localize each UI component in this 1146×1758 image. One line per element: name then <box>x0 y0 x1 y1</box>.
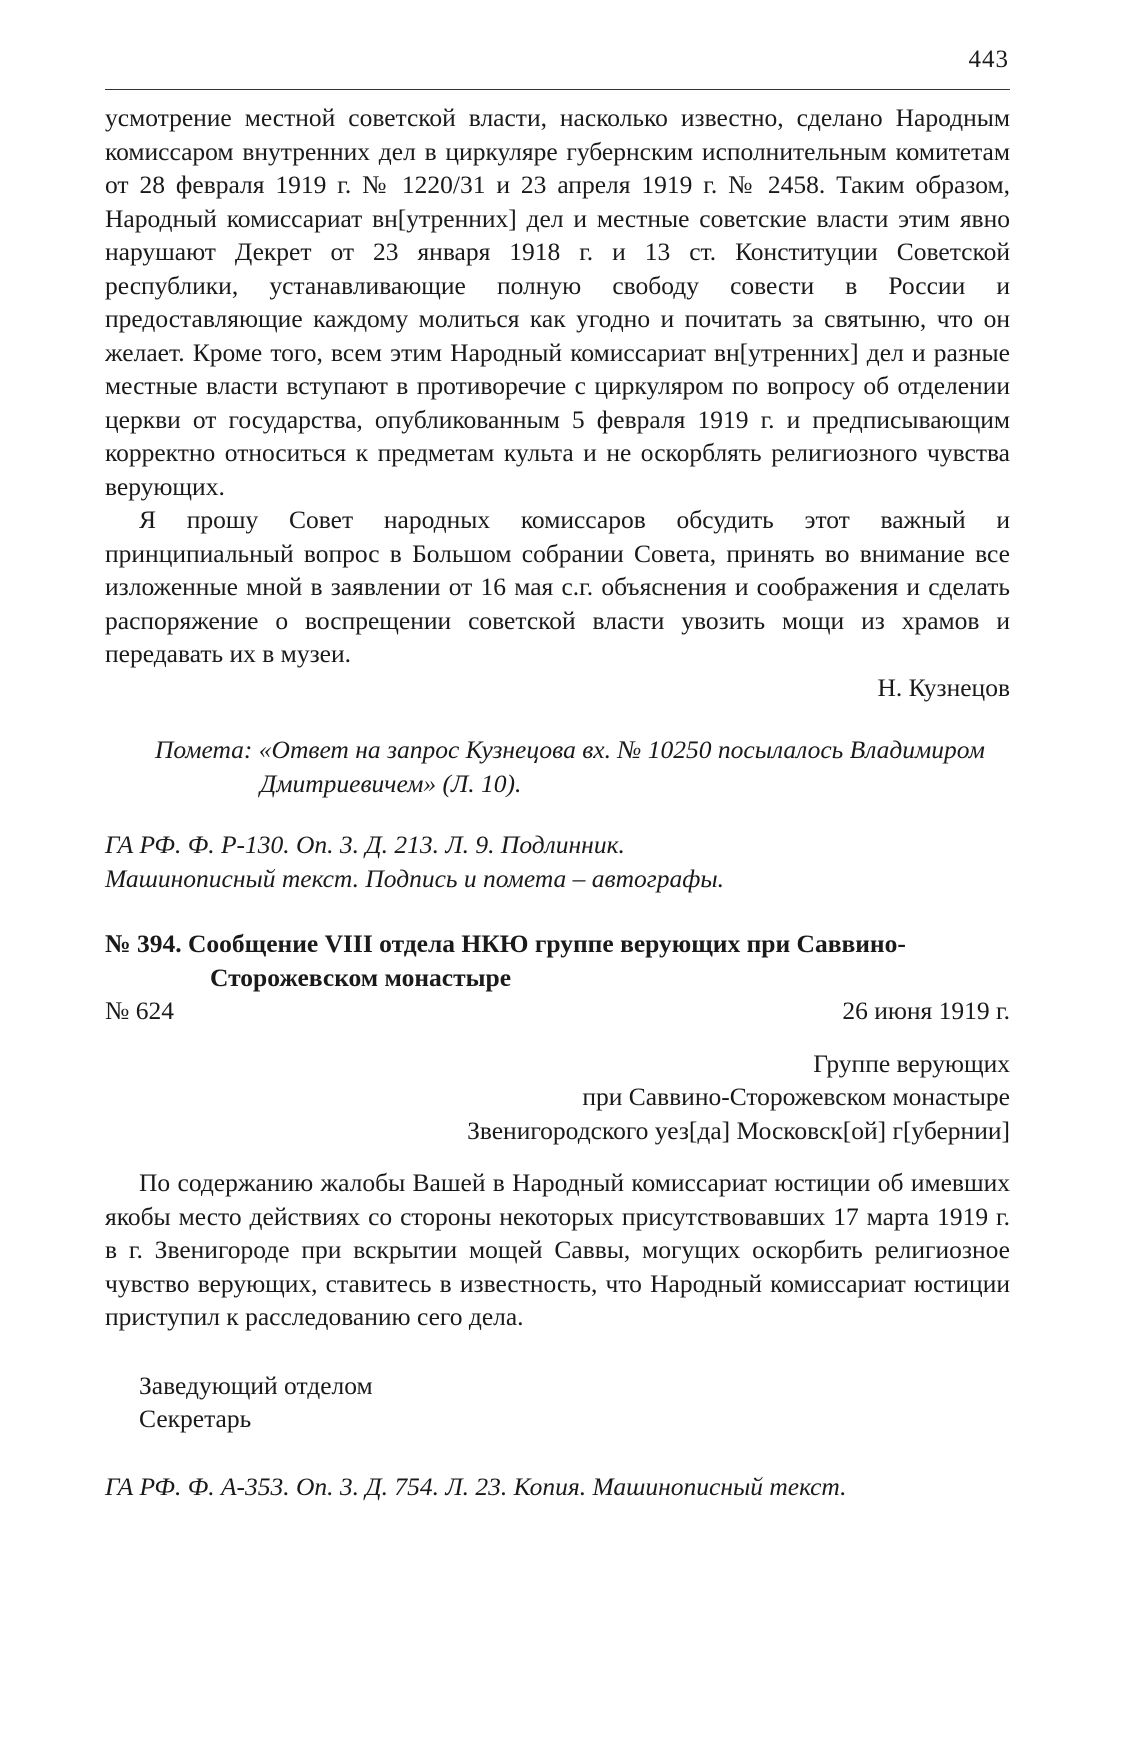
header-rule <box>105 89 1010 90</box>
addressee-line2: при Саввино-Сторожевском монастыре <box>582 1082 1010 1111</box>
archive-source-1-line2: Машинописный текст. Подпись и помета – автографы. <box>105 863 724 893</box>
addressee-line3: Звенигородского уез[да] Московск[ой] г[убернии] <box>467 1115 1010 1145</box>
archive-source-1 <box>105 828 1010 895</box>
document-number: № 624 <box>105 996 174 1025</box>
document-body: По содержанию жалобы Вашей в Народный комиссариат юстиции об имевших якобы место действиях со стороны некоторых присутствовавших 17 марта 1919 г. в г. Звенигороде при вскрытии мощей Саввы, могущих оскорбить религиозное чувство верующих, ставитесь в известность, что Народный комиссариат юстиции приступил к расследованию сего дела. <box>105 1168 1010 1331</box>
archive-source-1-line1: ГА РФ. Ф. Р-130. Оп. 3. Д. 213. Л. 9. Подлинник. <box>105 830 625 859</box>
addressee-line1: Группе верующих <box>813 1048 1010 1078</box>
annotation-note: Помета: «Ответ на запрос Кузнецова вх. № 10250 посылалось Владимиром Дмитриевичем» (Л. 10). <box>155 735 985 798</box>
document-date: 26 июня 1919 г. <box>842 996 1010 1025</box>
signoff-line2: Секретарь <box>139 1404 252 1433</box>
addressee-block <box>105 1047 1010 1148</box>
signature: Н. Кузнецов <box>877 672 1010 702</box>
signoff-block <box>139 1369 1010 1436</box>
document-number-date <box>105 994 1010 1028</box>
signoff-line1: Заведующий отделом <box>139 1370 373 1400</box>
page-content <box>105 101 1010 1503</box>
page-number: 443 <box>968 46 1009 73</box>
request-paragraph: Я прошу Совет народных комиссаров обсудить этот важный и принципиальный вопрос в Большом собрании Совета, принять во внимание все изложенные мной в заявлении от 16 мая с.г. объяснения и соображения и сделать распоряжение о воспрещении советской власти увозить мощи из храмов и передавать их в музеи. <box>105 505 1010 668</box>
intro-paragraph: усмотрение местной советской власти, насколько известно, сделано Народным комиссаром внутренних дел в циркуляре губернским исполнительным комитетам от 28 февраля 1919 г. № 1220/31 и 23 апреля 1919 г. № 2458. Таким образом, Народный комиссариат вн[утренних] дел и местные советские власти этим явно нарушают Декрет от 23 января 1918 г. и 13 ст. Конституции Советской республики, устанавливающие полную свободу совести в России и предоставляющие каждому молиться как угодно и почитать за святыню, что он желает. Кроме того, всем этим Народный комиссариат вн[утренних] дел и разные местные власти вступают в противоречие с циркуляром по вопросу об отделении церкви от государства, опубликованным 5 февраля 1919 г. и предписывающим корректно относиться к предметам культа и не оскорблять религиозного чувства верующих. <box>105 103 1010 501</box>
document-heading: № 394. Сообщение VIII отдела НКЮ группе верующих при Саввино-Сторожевском монастыре <box>105 929 906 992</box>
archive-source-2: ГА РФ. Ф. А-353. Оп. 3. Д. 754. Л. 23. Копия. Машинописный текст. <box>105 1471 847 1501</box>
